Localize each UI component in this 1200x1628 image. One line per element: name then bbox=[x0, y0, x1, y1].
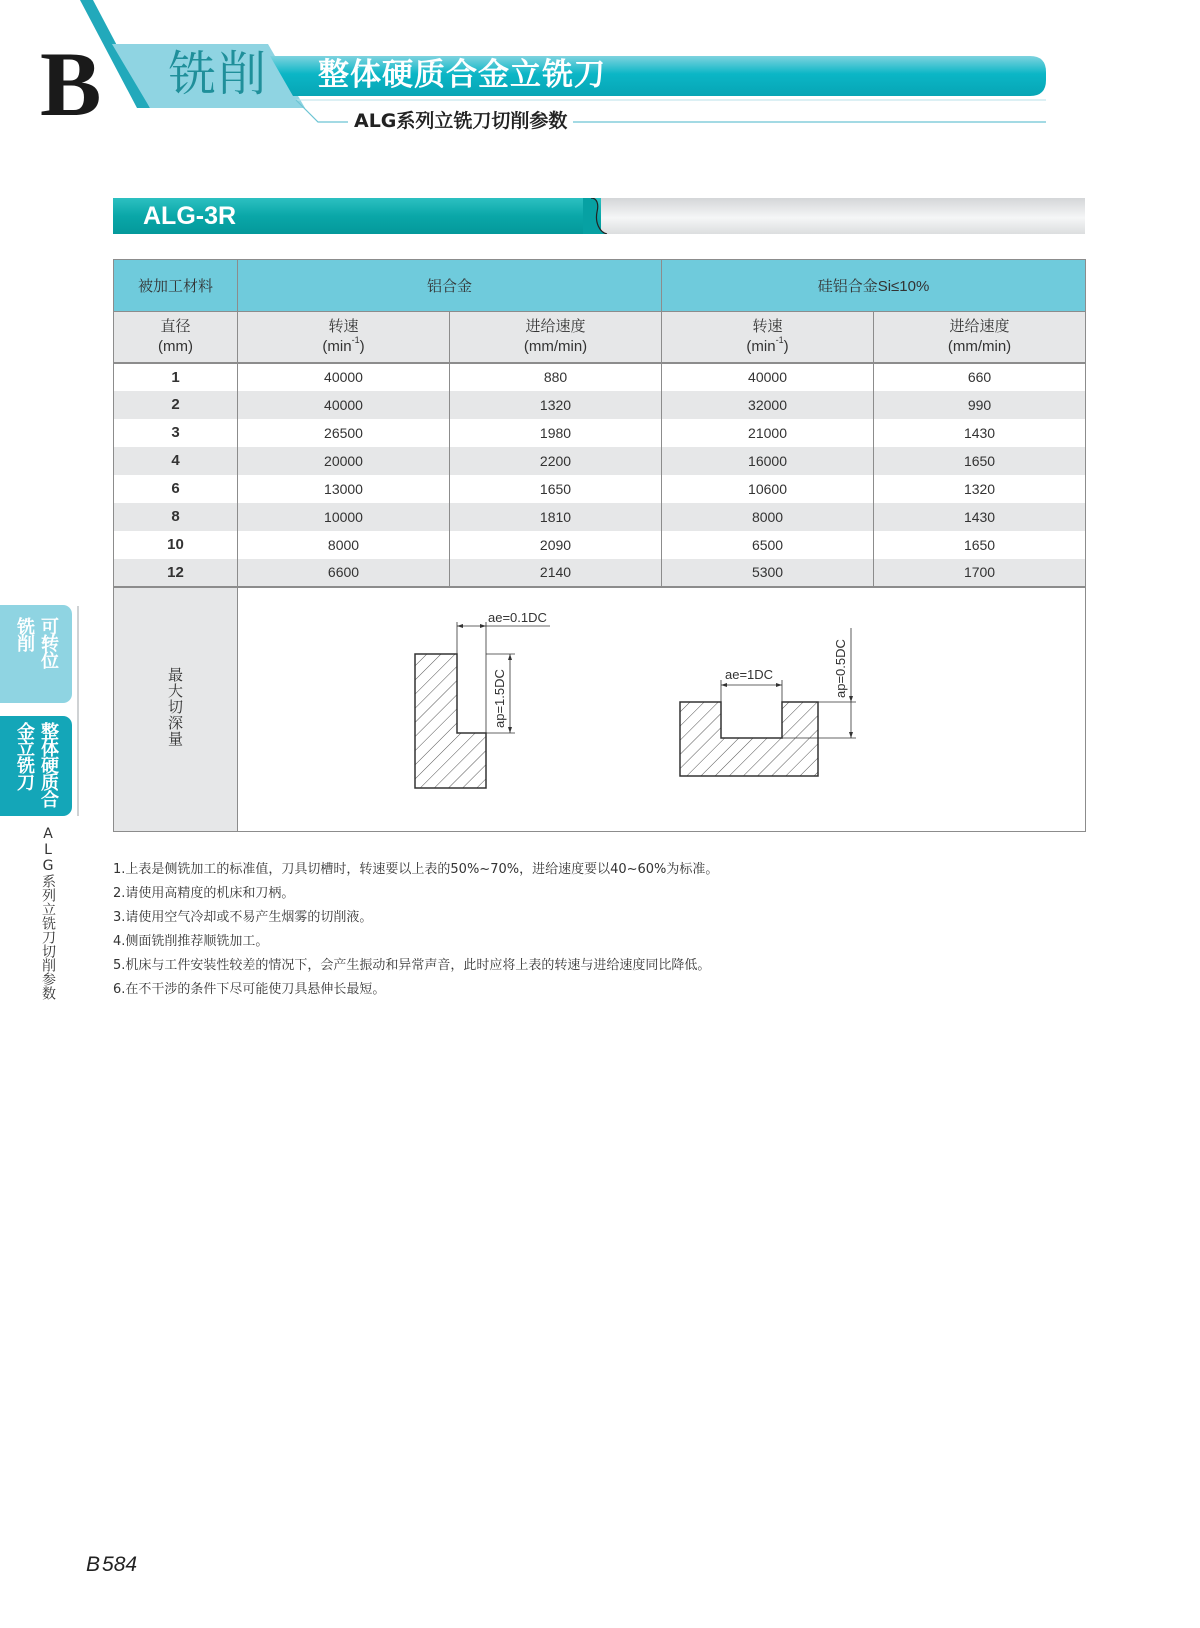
depth-diagrams bbox=[238, 588, 1084, 833]
al-feed-header: 进给速度 (mm/min) bbox=[450, 312, 662, 363]
table-row bbox=[114, 363, 1086, 391]
note-item: 3.请使用空气冷却或不易产生烟雾的切削液。 bbox=[113, 910, 373, 925]
slot-milling-diagram bbox=[680, 628, 856, 776]
al-feed-cell: 880 bbox=[450, 363, 662, 391]
si-speed-cell: 40000 bbox=[662, 363, 874, 391]
side-caption: ALG系列立铣刀切削参数 bbox=[40, 826, 56, 1000]
al-feed-cell: 1320 bbox=[450, 391, 662, 419]
table-row bbox=[114, 475, 1086, 503]
table-row bbox=[114, 559, 1086, 587]
model-banner bbox=[113, 198, 1085, 234]
si-speed-cell: 32000 bbox=[662, 391, 874, 419]
si-speed-header: 转速 $(\min^{-1})$ bbox=[662, 312, 874, 363]
diameter-header: 直径 (mm) bbox=[114, 312, 238, 363]
si-speed-cell: 6500 bbox=[662, 531, 874, 559]
table-row bbox=[114, 391, 1086, 419]
si-feed-header: 进给速度 (mm/min) bbox=[874, 312, 1086, 363]
depth-diagrams-cell bbox=[238, 587, 1086, 832]
diameter-cell: 3 bbox=[114, 419, 238, 447]
al-speed-cell: 6600 bbox=[238, 559, 450, 587]
al-speed-cell: 40000 bbox=[238, 391, 450, 419]
al-speed-cell: 26500 bbox=[238, 419, 450, 447]
al-feed-cell: 1810 bbox=[450, 503, 662, 531]
diameter-cell: 1 bbox=[114, 363, 238, 391]
cutting-parameters-table bbox=[113, 259, 1086, 832]
diameter-cell: 12 bbox=[114, 559, 238, 587]
note-item: 2.请使用高精度的机床和刀柄。 bbox=[113, 886, 295, 901]
table-row bbox=[114, 447, 1086, 475]
si-feed-cell: 1430 bbox=[874, 503, 1086, 531]
si-speed-cell: 16000 bbox=[662, 447, 874, 475]
al-feed-cell: 2140 bbox=[450, 559, 662, 587]
note-item: 6.在不干涉的条件下尽可能使刀具悬伸长最短。 bbox=[113, 982, 386, 997]
side-milling-diagram bbox=[415, 610, 550, 788]
si-feed-cell: 1430 bbox=[874, 419, 1086, 447]
si-speed-cell: 10600 bbox=[662, 475, 874, 503]
section-letter: B bbox=[40, 33, 102, 135]
si-feed-cell: 1700 bbox=[874, 559, 1086, 587]
max-depth-label-cell bbox=[114, 587, 238, 832]
si-speed-cell: 21000 bbox=[662, 419, 874, 447]
al-speed-cell: 20000 bbox=[238, 447, 450, 475]
max-depth-label: 最大切深量 bbox=[166, 666, 184, 747]
si-speed-cell: 8000 bbox=[662, 503, 874, 531]
page-title: 整体硬质合金立铣刀 bbox=[318, 57, 606, 93]
al-feed-cell: 1980 bbox=[450, 419, 662, 447]
si-speed-cell: 5300 bbox=[662, 559, 874, 587]
note-item: 5.机床与工件安装性较差的情况下，会产生振动和异常声音，此时应将上表的转速与进给速度同比降低。 bbox=[113, 958, 711, 973]
section-name: 铣削 bbox=[168, 46, 269, 102]
column-header-row bbox=[114, 312, 1086, 363]
diameter-cell: 4 bbox=[114, 447, 238, 475]
page-prefix: B bbox=[86, 1553, 101, 1576]
material-silicon-aluminum: 硅铝合金Si≤10% bbox=[662, 260, 1086, 312]
diameter-cell: 10 bbox=[114, 531, 238, 559]
page-digits: 584 bbox=[102, 1553, 138, 1576]
si-feed-cell: 1320 bbox=[874, 475, 1086, 503]
page-header bbox=[0, 0, 1200, 140]
note-item: 4.侧面铣削推荐顺铣加工。 bbox=[113, 934, 269, 949]
side-tab-indexable-milling[interactable]: 可转位 铣削 bbox=[0, 605, 72, 703]
al-feed-cell: 1650 bbox=[450, 475, 662, 503]
si-feed-cell: 1650 bbox=[874, 447, 1086, 475]
side-tab-divider bbox=[77, 606, 79, 816]
diameter-cell: 8 bbox=[114, 503, 238, 531]
side-ae-label: ae=0.1DC bbox=[488, 609, 547, 625]
note-item: 1.上表是侧铣加工的标准值，刀具切槽时，转速要以上表的50%~70%，进给速度要以40~60%为标准。 bbox=[113, 862, 719, 877]
notes-list bbox=[113, 858, 718, 1002]
al-speed-cell: 13000 bbox=[238, 475, 450, 503]
table-row bbox=[114, 531, 1086, 559]
material-header-row bbox=[114, 260, 1086, 312]
max-depth-row bbox=[114, 587, 1086, 832]
table-row bbox=[114, 419, 1086, 447]
diameter-cell: 6 bbox=[114, 475, 238, 503]
al-speed-cell: 8000 bbox=[238, 531, 450, 559]
page-number bbox=[86, 1553, 137, 1577]
al-speed-header: 转速 $(\min^{-1})$ bbox=[238, 312, 450, 363]
al-feed-cell: 2090 bbox=[450, 531, 662, 559]
side-ap-label: ap=1.5DC bbox=[492, 668, 507, 728]
material-label: 被加工材料 bbox=[114, 260, 238, 312]
al-speed-cell: 10000 bbox=[238, 503, 450, 531]
si-feed-cell: 1650 bbox=[874, 531, 1086, 559]
diameter-cell: 2 bbox=[114, 391, 238, 419]
side-tab-solid-carbide-endmill[interactable]: 整体硬质合 金立铣刀 bbox=[0, 716, 72, 816]
material-aluminum: 铝合金 bbox=[238, 260, 662, 312]
al-speed-cell: 40000 bbox=[238, 363, 450, 391]
slot-ae-label: ae=1DC bbox=[725, 666, 774, 682]
si-feed-cell: 660 bbox=[874, 363, 1086, 391]
model-name: ALG-3R bbox=[143, 202, 237, 230]
slot-ap-label: ap=0.5DC bbox=[833, 638, 848, 698]
al-feed-cell: 2200 bbox=[450, 447, 662, 475]
si-feed-cell: 990 bbox=[874, 391, 1086, 419]
table-row bbox=[114, 503, 1086, 531]
banner-curve-divider bbox=[583, 198, 613, 234]
page-subtitle: ALG系列立铣刀切削参数 bbox=[348, 112, 573, 131]
